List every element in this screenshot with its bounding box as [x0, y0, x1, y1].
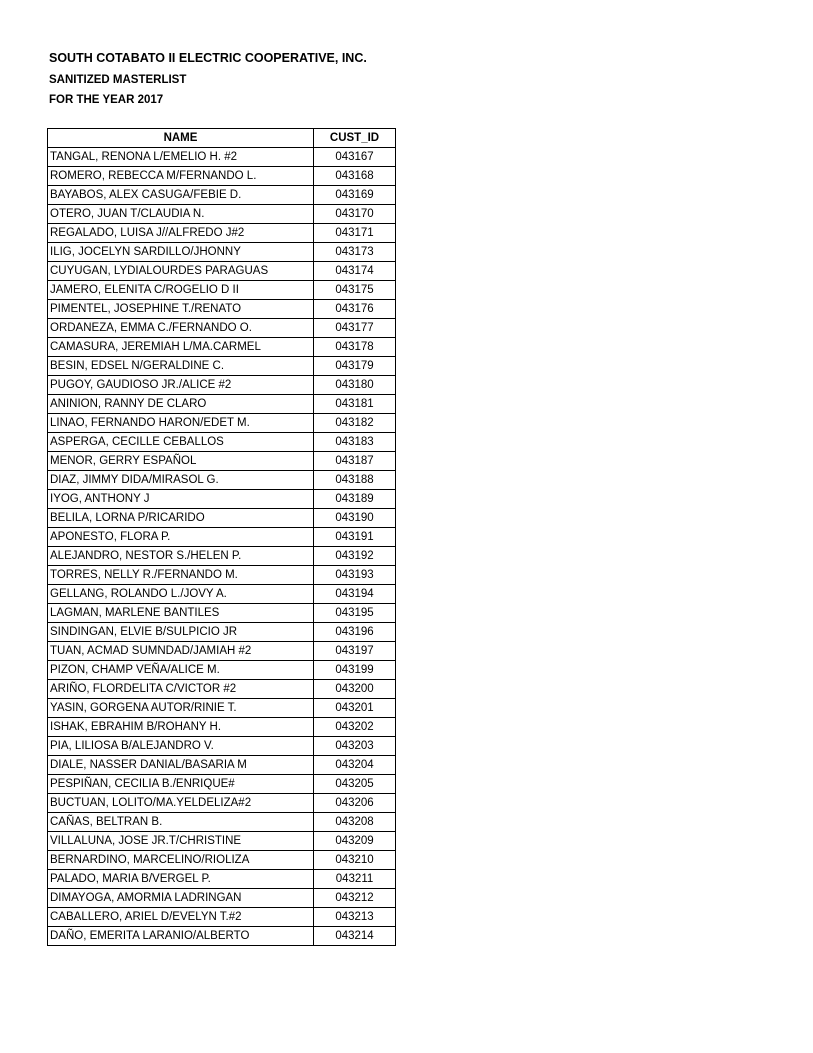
customer-id-cell: 043183 — [314, 433, 396, 452]
year-line: FOR THE YEAR 2017 — [49, 94, 164, 106]
table-row — [48, 281, 396, 300]
customer-name-cell: REGALADO, LUISA J//ALFREDO J#2 — [48, 224, 314, 243]
customer-name-cell: ILIG, JOCELYN SARDILLO/JHONNY — [48, 243, 314, 262]
table-row — [48, 414, 396, 433]
customer-id-cell: 043174 — [314, 262, 396, 281]
customer-name-cell: CABALLERO, ARIEL D/EVELYN T.#2 — [48, 908, 314, 927]
customer-name-cell: YASIN, GORGENA AUTOR/RINIE T. — [48, 699, 314, 718]
customer-id-cell: 043191 — [314, 528, 396, 547]
table-row — [48, 471, 396, 490]
company-name: SOUTH COTABATO II ELECTRIC COOPERATIVE, INC. — [49, 51, 367, 65]
customer-id-cell: 043196 — [314, 623, 396, 642]
column-header-cust-id: CUST_ID — [314, 129, 396, 148]
customer-id-cell: 043211 — [314, 870, 396, 889]
table-row — [48, 509, 396, 528]
table-row — [48, 604, 396, 623]
customer-id-cell: 043189 — [314, 490, 396, 509]
customer-id-cell: 043178 — [314, 338, 396, 357]
customer-id-cell: 043206 — [314, 794, 396, 813]
table-row — [48, 490, 396, 509]
customer-id-cell: 043210 — [314, 851, 396, 870]
customer-id-cell: 043214 — [314, 927, 396, 946]
table-row — [48, 870, 396, 889]
table-row — [48, 224, 396, 243]
table-row — [48, 832, 396, 851]
customer-id-cell: 043201 — [314, 699, 396, 718]
column-header-name: NAME — [48, 129, 314, 148]
customer-id-cell: 043197 — [314, 642, 396, 661]
customer-id-cell: 043182 — [314, 414, 396, 433]
customer-id-cell: 043193 — [314, 566, 396, 585]
customer-name-cell: MENOR, GERRY ESPAÑOL — [48, 452, 314, 471]
customer-id-cell: 043203 — [314, 737, 396, 756]
table-row — [48, 623, 396, 642]
customer-name-cell: BAYABOS, ALEX CASUGA/FEBIE D. — [48, 186, 314, 205]
customer-id-cell: 043171 — [314, 224, 396, 243]
customer-name-cell: TORRES, NELLY R./FERNANDO M. — [48, 566, 314, 585]
table-row — [48, 718, 396, 737]
customer-id-cell: 043176 — [314, 300, 396, 319]
table-row — [48, 243, 396, 262]
customer-id-cell: 043181 — [314, 395, 396, 414]
table-row — [48, 148, 396, 167]
customer-name-cell: DAÑO, EMERITA LARANIO/ALBERTO — [48, 927, 314, 946]
customer-name-cell: BERNARDINO, MARCELINO/RIOLIZA — [48, 851, 314, 870]
customer-id-cell: 043190 — [314, 509, 396, 528]
table-row — [48, 699, 396, 718]
customer-id-cell: 043192 — [314, 547, 396, 566]
customer-id-cell: 043209 — [314, 832, 396, 851]
customer-id-cell: 043194 — [314, 585, 396, 604]
customer-name-cell: ARIÑO, FLORDELITA C/VICTOR #2 — [48, 680, 314, 699]
customer-id-cell: 043169 — [314, 186, 396, 205]
table-row — [48, 262, 396, 281]
customer-id-cell: 043212 — [314, 889, 396, 908]
customer-name-cell: TANGAL, RENONA L/EMELIO H. #2 — [48, 148, 314, 167]
customer-id-cell: 043202 — [314, 718, 396, 737]
table-row — [48, 737, 396, 756]
table-row — [48, 338, 396, 357]
table-row — [48, 319, 396, 338]
customer-name-cell: GELLANG, ROLANDO L./JOVY A. — [48, 585, 314, 604]
table-row — [48, 889, 396, 908]
customer-name-cell: PESPIÑAN, CECILIA B./ENRIQUE# — [48, 775, 314, 794]
customer-id-cell: 043168 — [314, 167, 396, 186]
table-row — [48, 661, 396, 680]
table-row — [48, 300, 396, 319]
customer-id-cell: 043205 — [314, 775, 396, 794]
list-title: SANITIZED MASTERLIST — [49, 74, 187, 86]
customer-id-cell: 043170 — [314, 205, 396, 224]
table-row — [48, 794, 396, 813]
customer-id-cell: 043188 — [314, 471, 396, 490]
customer-name-cell: ANINION, RANNY DE CLARO — [48, 395, 314, 414]
customer-name-cell: ASPERGA, CECILLE CEBALLOS — [48, 433, 314, 452]
table-row — [48, 395, 396, 414]
customer-name-cell: DIAZ, JIMMY DIDA/MIRASOL G. — [48, 471, 314, 490]
table-row — [48, 908, 396, 927]
customer-id-cell: 043175 — [314, 281, 396, 300]
customer-name-cell: TUAN, ACMAD SUMNDAD/JAMIAH #2 — [48, 642, 314, 661]
customer-name-cell: BELILA, LORNA P/RICARIDO — [48, 509, 314, 528]
table-row — [48, 357, 396, 376]
customer-name-cell: DIMAYOGA, AMORMIA LADRINGAN — [48, 889, 314, 908]
customer-name-cell: PUGOY, GAUDIOSO JR./ALICE #2 — [48, 376, 314, 395]
customer-name-cell: ROMERO, REBECCA M/FERNANDO L. — [48, 167, 314, 186]
table-row — [48, 566, 396, 585]
table-row — [48, 642, 396, 661]
customer-name-cell: CAÑAS, BELTRAN B. — [48, 813, 314, 832]
table-row — [48, 851, 396, 870]
customer-name-cell: ALEJANDRO, NESTOR S./HELEN P. — [48, 547, 314, 566]
customer-name-cell: VILLALUNA, JOSE JR.T/CHRISTINE — [48, 832, 314, 851]
table-row — [48, 205, 396, 224]
customer-name-cell: PALADO, MARIA B/VERGEL P. — [48, 870, 314, 889]
table-row — [48, 528, 396, 547]
customer-id-cell: 043173 — [314, 243, 396, 262]
masterlist-table — [47, 128, 396, 946]
customer-name-cell: BESIN, EDSEL N/GERALDINE C. — [48, 357, 314, 376]
customer-name-cell: CAMASURA, JEREMIAH L/MA.CARMEL — [48, 338, 314, 357]
customer-name-cell: PIZON, CHAMP VEÑA/ALICE M. — [48, 661, 314, 680]
customer-name-cell: JAMERO, ELENITA C/ROGELIO D II — [48, 281, 314, 300]
customer-id-cell: 043180 — [314, 376, 396, 395]
document-header — [49, 50, 367, 110]
table-row — [48, 775, 396, 794]
customer-id-cell: 043177 — [314, 319, 396, 338]
customer-id-cell: 043213 — [314, 908, 396, 927]
customer-id-cell: 043179 — [314, 357, 396, 376]
table-row — [48, 452, 396, 471]
customer-name-cell: ORDANEZA, EMMA C./FERNANDO O. — [48, 319, 314, 338]
customer-id-cell: 043208 — [314, 813, 396, 832]
customer-name-cell: SINDINGAN, ELVIE B/SULPICIO JR — [48, 623, 314, 642]
table-body — [48, 148, 396, 946]
table-row — [48, 680, 396, 699]
customer-id-cell: 043199 — [314, 661, 396, 680]
table-row — [48, 547, 396, 566]
table-row — [48, 376, 396, 395]
table-row — [48, 167, 396, 186]
customer-name-cell: LINAO, FERNANDO HARON/EDET M. — [48, 414, 314, 433]
customer-name-cell: DIALE, NASSER DANIAL/BASARIA M — [48, 756, 314, 775]
table-row — [48, 433, 396, 452]
table-row — [48, 186, 396, 205]
customer-name-cell: LAGMAN, MARLENE BANTILES — [48, 604, 314, 623]
customer-id-cell: 043167 — [314, 148, 396, 167]
table-row — [48, 756, 396, 775]
customer-name-cell: OTERO, JUAN T/CLAUDIA N. — [48, 205, 314, 224]
table-row — [48, 585, 396, 604]
customer-name-cell: BUCTUAN, LOLITO/MA.YELDELIZA#2 — [48, 794, 314, 813]
customer-name-cell: PIMENTEL, JOSEPHINE T./RENATO — [48, 300, 314, 319]
customer-name-cell: CUYUGAN, LYDIALOURDES PARAGUAS — [48, 262, 314, 281]
customer-name-cell: PIA, LILIOSA B/ALEJANDRO V. — [48, 737, 314, 756]
table-header-row — [48, 129, 396, 148]
customer-id-cell: 043195 — [314, 604, 396, 623]
customer-name-cell: IYOG, ANTHONY J — [48, 490, 314, 509]
customer-name-cell: APONESTO, FLORA P. — [48, 528, 314, 547]
customer-id-cell: 043187 — [314, 452, 396, 471]
table-row — [48, 813, 396, 832]
customer-name-cell: ISHAK, EBRAHIM B/ROHANY H. — [48, 718, 314, 737]
customer-id-cell: 043200 — [314, 680, 396, 699]
customer-id-cell: 043204 — [314, 756, 396, 775]
table-row — [48, 927, 396, 946]
